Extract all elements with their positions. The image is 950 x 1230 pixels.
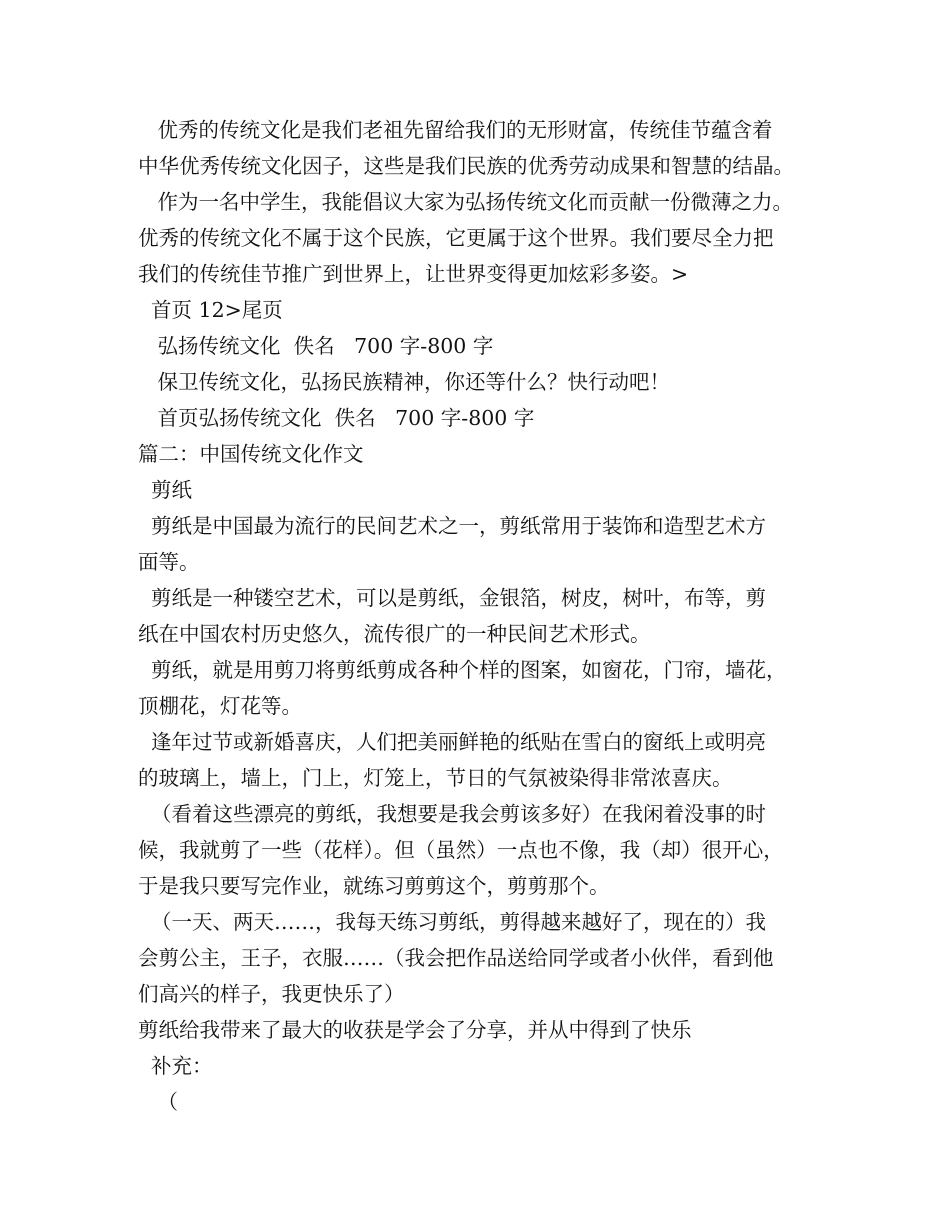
paragraph-line: 首页弘扬传统文化 佚名 700 字-800 字 bbox=[138, 406, 535, 430]
paragraph-line: 纸在中国农村历史悠久，流传很广的一种民间艺术形式。 bbox=[138, 622, 651, 646]
paragraph-line: 于是我只要写完作业，就练习剪剪这个，剪剪那个。 bbox=[138, 874, 610, 898]
paragraph-line: 我们的传统佳节推广到世界上，让世界变得更加炫彩多姿。> bbox=[138, 262, 689, 286]
supplement-label: 补充： bbox=[138, 1054, 213, 1078]
paragraph-line: 优秀的传统文化不属于这个民族，它更属于这个世界。我们要尽全力把 bbox=[138, 226, 774, 250]
paragraph-line: 保卫传统文化，弘扬民族精神，你还等什么？快行动吧！ bbox=[138, 370, 671, 394]
paragraph-line: 候，我就剪了一些（花样）。但（虽然）一点也不像，我（却）很开心， bbox=[138, 838, 784, 862]
paragraph-line: 会剪公主，王子，衣服……（我会把作品送给同学或者小伙伴，看到他 bbox=[138, 946, 774, 970]
paragraph-line: （一天、两天……，我每天练习剪纸，剪得越来越好了，现在的）我 bbox=[138, 910, 767, 934]
pagination-line: 首页 12>尾页 bbox=[138, 298, 283, 322]
paragraph-line: 逢年过节或新婚喜庆，人们把美丽鲜艳的纸贴在雪白的窗纸上或明亮 bbox=[138, 730, 767, 754]
paragraph-line: （看着这些漂亮的剪纸，我想要是我会剪该多好）在我闲着没事的时 bbox=[138, 802, 767, 826]
paragraph-line: 剪纸是中国最为流行的民间艺术之一，剪纸常用于装饰和造型艺术方 bbox=[138, 514, 767, 538]
paragraph-line: 优秀的传统文化是我们老祖先留给我们的无形财富，传统佳节蕴含着 bbox=[138, 118, 773, 142]
paragraph-line: （ bbox=[138, 1090, 179, 1114]
paragraph-line: 作为一名中学生，我能倡议大家为弘扬传统文化而贡献一份微薄之力。 bbox=[138, 190, 794, 214]
paragraph-line: 的玻璃上，墙上，门上，灯笼上，节日的气氛被染得非常浓喜庆。 bbox=[138, 766, 733, 790]
paragraph-line: 顶棚花，灯花等。 bbox=[138, 694, 302, 718]
paragraph-line: 中华优秀传统文化因子，这些是我们民族的优秀劳动成果和智慧的结晶。 bbox=[138, 154, 794, 178]
essay-title: 剪纸 bbox=[138, 478, 193, 502]
paragraph-line: 们高兴的样子，我更快乐了） bbox=[138, 982, 405, 1006]
paragraph-line: 剪纸是一种镂空艺术，可以是剪纸，金银箔，树皮，树叶，布等，剪 bbox=[138, 586, 767, 610]
paragraph-line: 剪纸给我带来了最大的收获是学会了分享，并从中得到了快乐 bbox=[138, 1018, 692, 1042]
paragraph-line: 剪纸，就是用剪刀将剪纸剪成各种个样的图案，如窗花，门帘，墙花， bbox=[138, 658, 787, 682]
paragraph-line: 面等。 bbox=[138, 550, 200, 574]
paragraph-line: 弘扬传统文化 佚名 700 字-800 字 bbox=[138, 334, 494, 358]
section-heading: 篇二：中国传统文化作文 bbox=[138, 442, 364, 466]
